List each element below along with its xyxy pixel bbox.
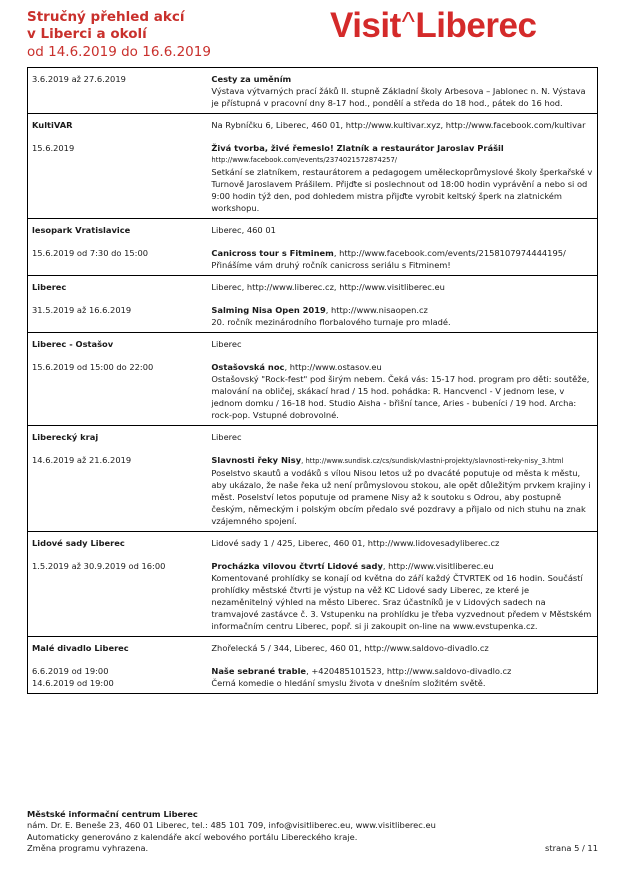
event-venue-cell bbox=[28, 532, 207, 636]
footer-address: nám. Dr. E. Beneše 23, 460 01 Liberec, tel.: 485 101 709, info@visitliberec.eu, www.visitliberec.eu bbox=[27, 820, 436, 831]
page-header bbox=[0, 0, 624, 66]
event-title-line bbox=[211, 304, 593, 316]
footer-note-changes: Změna programu vyhrazena. bbox=[27, 842, 149, 853]
venue-address: Liberec, http://www.liberec.cz, http://www.visitliberec.eu bbox=[211, 282, 445, 292]
event-title: Ostašovská noc bbox=[211, 362, 285, 372]
event-date: 15.6.2019 od 7:30 do 15:00 bbox=[32, 248, 149, 258]
event-link[interactable]: http://www.facebook.com/events/2374021572874257/ bbox=[211, 156, 398, 164]
event-title-line bbox=[211, 247, 593, 259]
event-description: 20. ročník mezinárodního florbalového turnaje pro mladé. bbox=[211, 317, 451, 327]
logo-liberec: Liberec bbox=[415, 6, 537, 45]
event-date: 3.6.2019 až 27.6.2019 bbox=[32, 74, 126, 84]
venue-name: lesopark Vratislavice bbox=[32, 225, 131, 235]
event-title: Naše sebrané trable bbox=[211, 666, 307, 676]
event-link[interactable]: , http://www.facebook.com/events/2158107974444195/ bbox=[333, 248, 566, 258]
venue-address: Lidové sady 1 / 425, Liberec, 460 01, http://www.lidovesadyliberec.cz bbox=[211, 538, 500, 548]
event-date: 6.6.2019 od 19:00 bbox=[32, 666, 109, 676]
visit-liberec-logo bbox=[330, 6, 600, 46]
event-title: Živá tvorba, živé řemeslo! Zlatník a restaurátor Jaroslav Prášil bbox=[211, 143, 504, 153]
event-description: Přinášíme vám druhý ročník canicross seriálu s Fitminem! bbox=[211, 260, 451, 270]
venue-name: KultiVAR bbox=[32, 120, 73, 130]
event-detail-cell bbox=[207, 333, 597, 425]
page-number: strana 5 / 11 bbox=[545, 843, 598, 853]
event-date: 15.6.2019 bbox=[32, 143, 75, 153]
event-description: Výstava výtvarných prací žáků II. stupně Základní školy Arbesova – Jablonec n. N. Výstava je přístupná v pracovní dny 8-17 hod., pondělí a středa do 18 hod., pátek do 16 hod. bbox=[211, 86, 586, 108]
event-row bbox=[28, 532, 597, 637]
events-table bbox=[27, 67, 598, 694]
title-line-2: v Liberci a okolí bbox=[27, 26, 147, 42]
event-venue-cell bbox=[28, 426, 207, 531]
venue-name: Liberec - Ostašov bbox=[32, 339, 114, 349]
event-venue-cell bbox=[28, 219, 207, 275]
date-range: od 14.6.2019 do 16.6.2019 bbox=[27, 44, 211, 60]
event-title-line bbox=[211, 361, 593, 373]
title-line-1: Stručný přehled akcí bbox=[27, 9, 185, 25]
venue-name: Liberec bbox=[32, 282, 67, 292]
event-row bbox=[28, 333, 597, 426]
event-title-line bbox=[211, 73, 593, 85]
event-description: Poselstvo skautů a vodáků s vílou Nisou letos už po dvacáté poputuje od města k městu, aby ukázalo, že naše řeka už není průmyslovou stokou, ale opět důležitým prvkem krajiny i měst. Poselství letos poputuje od pramene Nisy až k soutoku s Odrou, aby postupně českým, německým i polským obcím předalo své pozdravy a přijalo od nich stuhu na znak vzájemného spojení. bbox=[211, 468, 591, 526]
event-date: 15.6.2019 od 15:00 do 22:00 bbox=[32, 362, 154, 372]
event-row bbox=[28, 68, 597, 114]
logo-visit: Visit bbox=[330, 6, 401, 45]
venue-name: Liberecký kraj bbox=[32, 432, 99, 442]
event-venue-cell bbox=[28, 637, 207, 693]
footer-note-generated: Automaticky generováno z kalendáře akcí webového portálu Libereckého kraje. bbox=[27, 831, 358, 842]
page-title bbox=[27, 9, 211, 62]
event-title: Procházka vilovou čtvrtí Lidové sady bbox=[211, 561, 383, 571]
event-title-line bbox=[211, 665, 593, 677]
event-venue-cell bbox=[28, 68, 207, 113]
venue-address: Liberec bbox=[211, 339, 242, 349]
event-description: Černá komedie o hledání smyslu života v dnešním složitém světě. bbox=[211, 678, 486, 688]
event-link[interactable]: , http://www.ostasov.eu bbox=[284, 362, 382, 372]
event-detail-cell bbox=[207, 532, 597, 636]
event-venue-cell bbox=[28, 333, 207, 425]
event-row bbox=[28, 219, 597, 276]
event-detail-cell bbox=[207, 426, 597, 531]
event-detail-cell bbox=[207, 114, 597, 218]
event-title-line bbox=[211, 454, 593, 467]
event-row bbox=[28, 114, 597, 219]
event-title-line bbox=[211, 560, 593, 572]
event-link[interactable]: , http://www.sundisk.cz/cs/sundisk/vlastni-projekty/slavnosti-reky-nisy_3.html bbox=[301, 457, 564, 465]
venue-name: Malé divadlo Liberec bbox=[32, 643, 129, 653]
event-row bbox=[28, 426, 597, 532]
event-row bbox=[28, 276, 597, 333]
footer-org: Městské informační centrum Liberec bbox=[27, 809, 198, 819]
event-date: 14.6.2019 od 19:00 bbox=[32, 678, 114, 688]
event-title: Canicross tour s Fitminem bbox=[211, 248, 334, 258]
venue-address: Na Rybníčku 6, Liberec, 460 01, http://www.kultivar.xyz, http://www.facebook.com/kultivar bbox=[211, 120, 586, 130]
event-title: Slavnosti řeky Nisy bbox=[211, 455, 302, 465]
event-link[interactable]: , http://www.visitliberec.eu bbox=[382, 561, 494, 571]
event-title-line bbox=[211, 142, 593, 166]
event-detail-cell bbox=[207, 276, 597, 332]
page-footer bbox=[27, 809, 598, 854]
event-link[interactable]: , +420485101523, http://www.saldovo-divadlo.cz bbox=[306, 666, 512, 676]
event-link[interactable]: , http://www.nisaopen.cz bbox=[325, 305, 428, 315]
event-description: Ostašovský "Rock-fest" pod širým nebem. Čeká vás: 15-17 hod. program pro děti: soutěže, malování na obličej, skákací hrad / 15 hod. pohádka: R. Hancvencl - V jednom lese, v jednom domku / 16-18 hod. Studio Aisha - břišní tance, Aries - bubeníci / 19 hod. Archa: rock-pop. Vstupné dobrovolné. bbox=[211, 374, 590, 420]
event-description: Komentované prohlídky se konají od května do září každý ČTVRTEK od 16 hodin. Součástí prohlídky městské čtvrti je výstup na věž KC Lidové sady Liberec, ze které je nezaměnitelný výhled na město Liberec. Sraz účastníků je v Lidových sadech na tramvajové zastávce č. 3. Vstupenku na prohlídku je třeba vyzvednout předem v Městském informačním centru Liberec, popř. si ji zakoupit on-line na www.evstupenka.cz. bbox=[211, 573, 592, 631]
event-venue-cell bbox=[28, 276, 207, 332]
event-detail-cell bbox=[207, 219, 597, 275]
event-date: 14.6.2019 až 21.6.2019 bbox=[32, 455, 132, 465]
event-date: 1.5.2019 až 30.9.2019 od 16:00 bbox=[32, 561, 166, 571]
event-detail-cell bbox=[207, 68, 597, 113]
event-venue-cell bbox=[28, 114, 207, 218]
event-row bbox=[28, 637, 597, 694]
venue-address: Liberec bbox=[211, 432, 242, 442]
venue-name: Lidové sady Liberec bbox=[32, 538, 125, 548]
event-date: 31.5.2019 až 16.6.2019 bbox=[32, 305, 132, 315]
event-description: Setkání se zlatníkem, restaurátorem a pedagogem uměleckoprůmyslové školy šperkařské v Turnově Jaroslavem Prášilem. Přijďte si poslechnout od 18:00 hodin vyprávění a nebo si od 9:00 hodin týž den, pod dohledem mistra přijďte vyrobit keltský šperk na zlatnickém workshopu. bbox=[211, 167, 593, 213]
venue-address: Zhořelecká 5 / 344, Liberec, 460 01, http://www.saldovo-divadlo.cz bbox=[211, 643, 489, 653]
event-title: Cesty za uměním bbox=[211, 74, 292, 84]
event-title: Salming Nisa Open 2019 bbox=[211, 305, 326, 315]
venue-address: Liberec, 460 01 bbox=[211, 225, 276, 235]
logo-caret: ^ bbox=[401, 6, 415, 37]
event-detail-cell bbox=[207, 637, 597, 693]
